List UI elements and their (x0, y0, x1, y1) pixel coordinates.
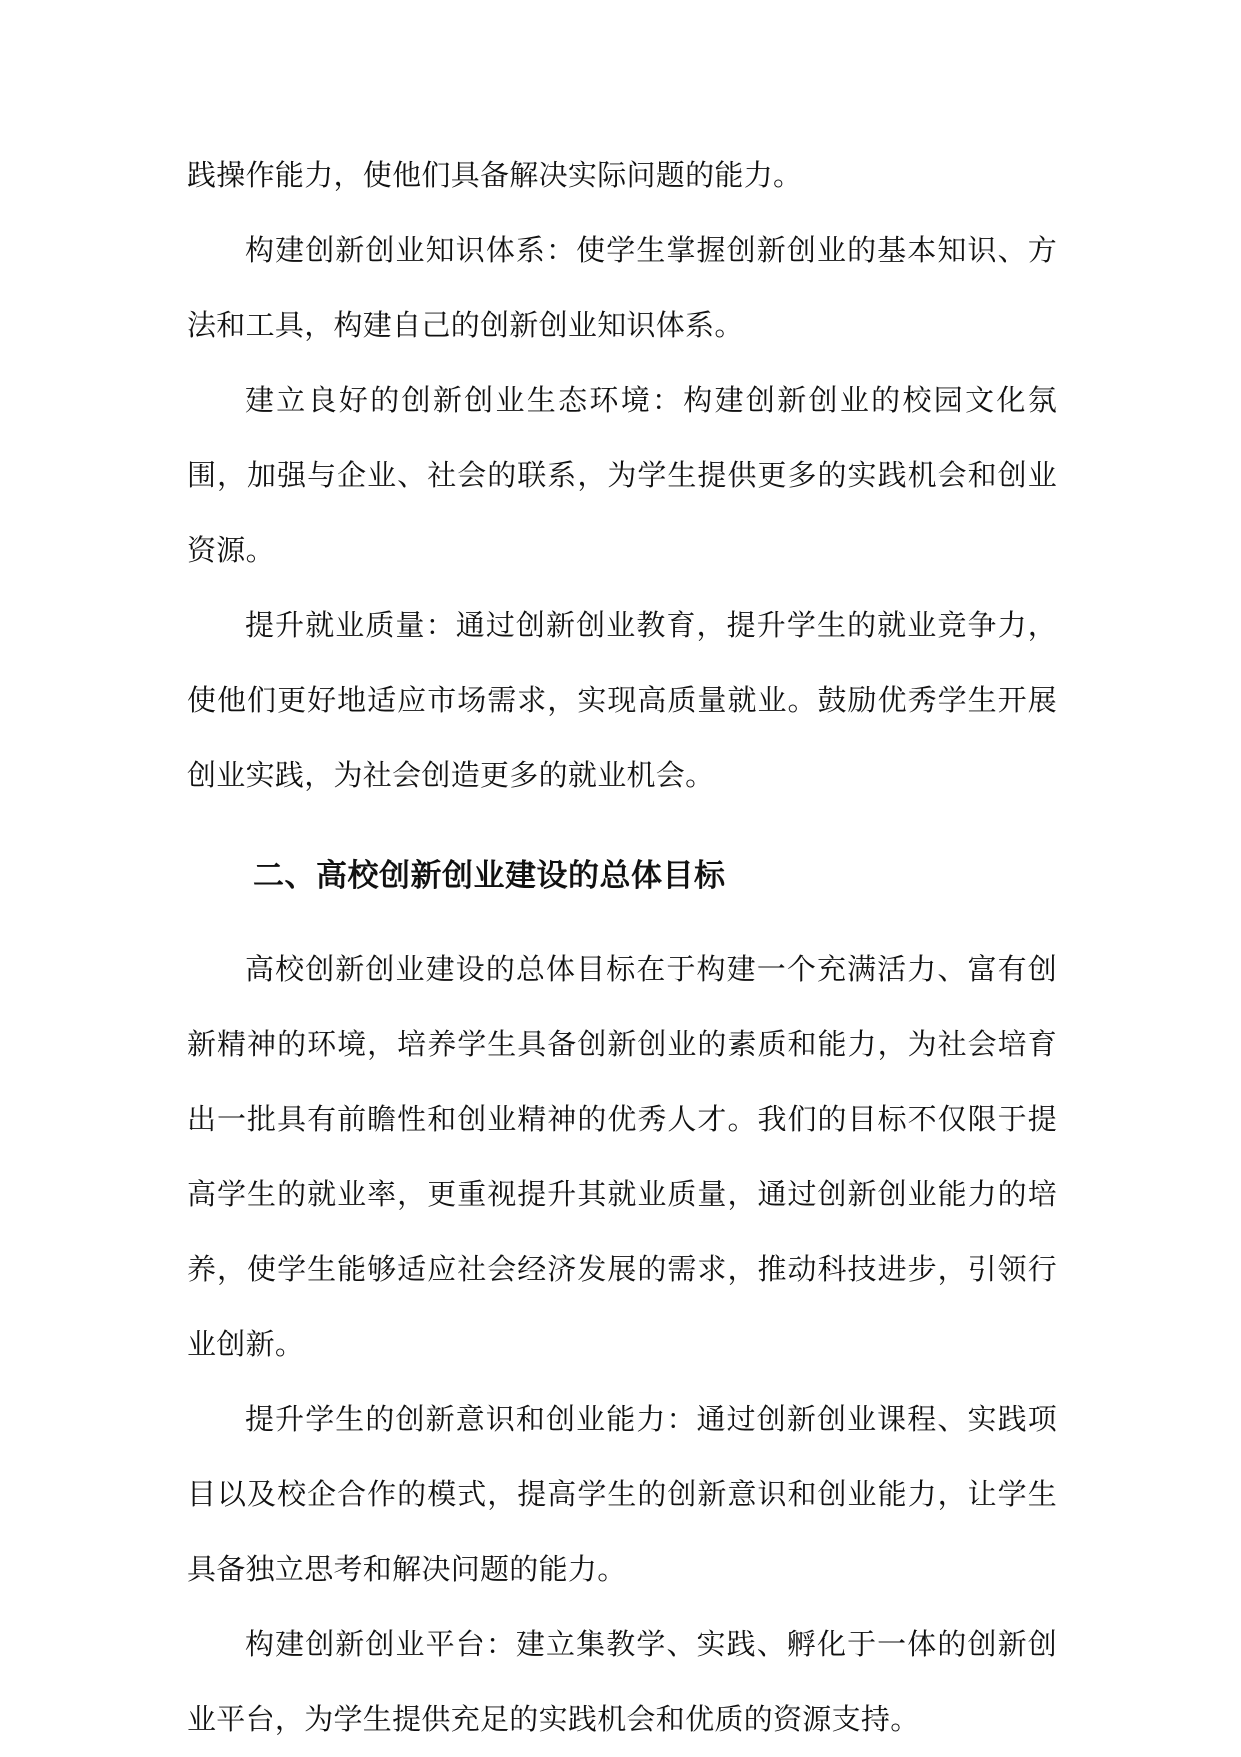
paragraph-innovation-ability: 提升学生的创新意识和创业能力：通过创新创业课程、实践项目以及校企合作的模式，提高学生的创新意识和创业能力，让学生具备独立思考和解决问题的能力。 (187, 1402, 1057, 1586)
paragraph-employment-quality: 提升就业质量：通过创新创业教育，提升学生的就业竞争力，使他们更好地适应市场需求，实现高质量就业。鼓励优秀学生开展创业实践，为社会创造更多的就业机会。 (187, 608, 1057, 792)
paragraph-platform: 构建创新创业平台：建立集教学、实践、孵化于一体的创新创业平台，为学生提供充足的实践机会和优质的资源支持。 (187, 1627, 1057, 1736)
paragraph-overall-goal: 高校创新创业建设的总体目标在于构建一个充满活力、富有创新精神的环境，培养学生具备创新创业的素质和能力，为社会培育出一批具有前瞻性和创业精神的优秀人才。我们的目标不仅限于提高学生的就业率，更重视提升其就业质量，通过创新创业能力的培养，使学生能够适应社会经济发展的需求，推动科技进步，引领行业创新。 (187, 952, 1057, 1361)
paragraph-continued: 践操作能力，使他们具备解决实际问题的能力。 (187, 158, 803, 192)
section-heading: 二、高校创新创业建设的总体目标 (253, 858, 726, 894)
paragraph-knowledge-system: 构建创新创业知识体系：使学生掌握创新创业的基本知识、方法和工具，构建自己的创新创业知识体系。 (187, 233, 1057, 342)
paragraph-ecosystem: 建立良好的创新创业生态环境：构建创新创业的校园文化氛围，加强与企业、社会的联系，为学生提供更多的实践机会和创业资源。 (187, 383, 1057, 567)
page-body (187, 138, 1057, 1757)
